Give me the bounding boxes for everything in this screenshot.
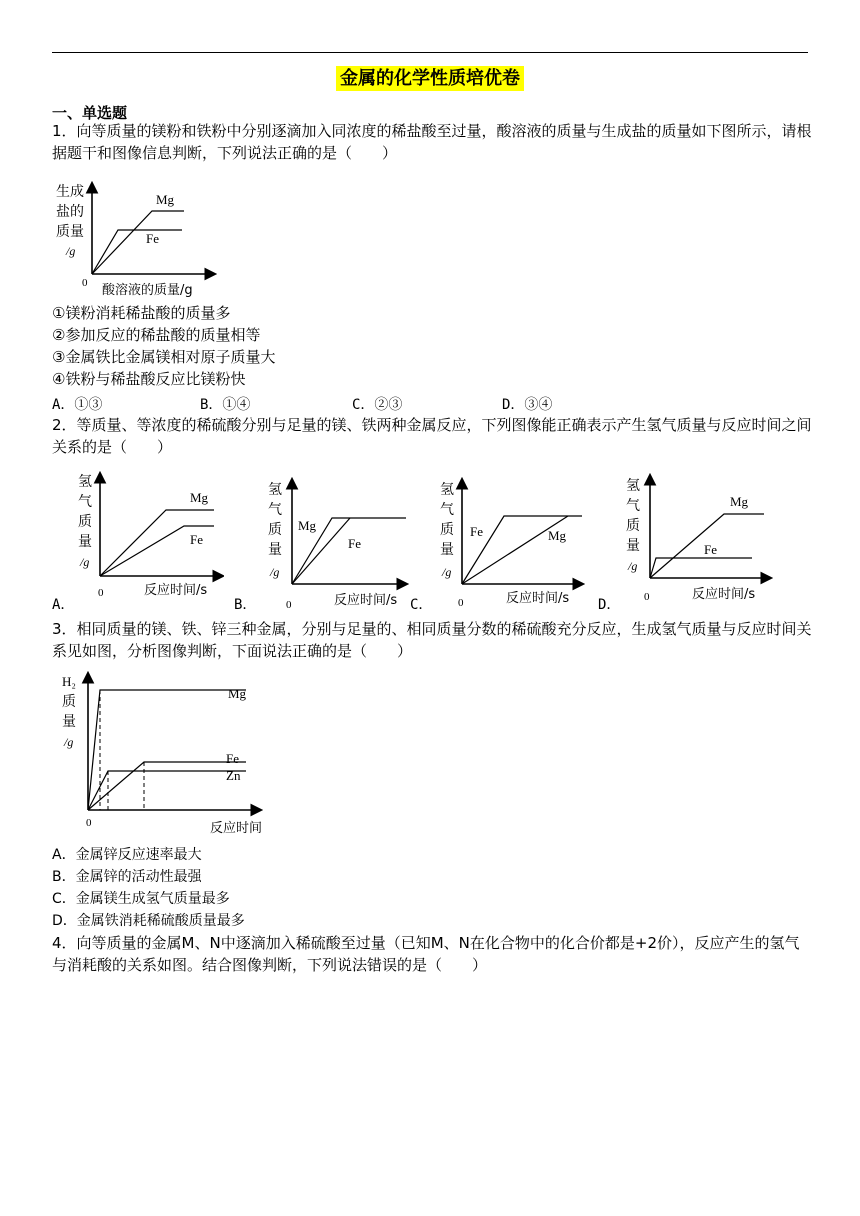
q2b-series-mg: Mg (298, 518, 317, 533)
q2-graph-b (266, 474, 414, 612)
q3-xlabel: 反应时间 (210, 821, 263, 836)
q1-ylabel-4: /g (66, 244, 76, 258)
q2c-ylabel-2: 气 (440, 502, 454, 518)
q2-graph-a (74, 466, 224, 602)
q3-option-c: C．金属镁生成氢气质量最多 (52, 891, 230, 907)
q2-option-b: B． (234, 597, 257, 613)
q2d-ylabel-4: 量 (626, 538, 640, 554)
q2d-ylabel-5: /g (628, 559, 638, 573)
q2b-ylabel-3: 质 (268, 522, 282, 538)
q2-option-d: D． (598, 597, 621, 613)
q2a-series-fe: Fe (190, 532, 203, 547)
q1-series-fe: Fe (146, 231, 159, 246)
q2c-xlabel: 反应时间/s (506, 591, 570, 606)
q2a-ylabel-3: 质 (78, 514, 92, 530)
q2c-ylabel-3: 质 (440, 522, 454, 538)
q2b-origin: 0 (286, 599, 292, 611)
q2a-ylabel-1: 氢 (78, 474, 92, 490)
q2c-ylabel-4: 量 (440, 542, 454, 558)
q2-option-a: A． (52, 597, 75, 613)
q1-stem: 1．向等质量的镁粉和铁粉中分别逐滴加入同浓度的稀盐酸至过量，酸溶液的质量与生成盐的质量如下图所示，请根据题干和图像信息判断，下列说法正确的是（ ） (52, 122, 812, 162)
q2d-series-mg: Mg (730, 494, 749, 509)
q1-ylabel-3: 质量 (56, 224, 84, 240)
top-rule (52, 52, 808, 53)
q2b-ylabel-4: 量 (268, 542, 282, 558)
q2a-ylabel-5: /g (80, 555, 90, 569)
q2-stem: 2．等质量、等浓度的稀硫酸分别与足量的镁、铁两种金属反应，下列图像能正确表示产生氢气质量与反应时间之间关系的是（ ） (52, 416, 812, 456)
q2c-ylabel-1: 氢 (440, 482, 454, 498)
q2b-series-fe: Fe (348, 536, 361, 551)
q3-option-d: D．金属铁消耗稀硫酸质量最多 (52, 913, 245, 929)
q2a-series-mg: Mg (190, 490, 209, 505)
q3-series-zn: Zn (226, 768, 241, 783)
q2b-xlabel: 反应时间/s (334, 593, 398, 608)
q1-statement-4: ④铁粉与稀盐酸反应比镁粉快 (52, 370, 246, 388)
q3-ylabel-2: 质 (62, 694, 76, 710)
q2-graph-c (438, 474, 588, 612)
q4-stem: 4．向等质量的金属M、N中逐滴加入稀硫酸至过量（已知M、N在化合物中的化合价都是+2价），反应产生的氢气与消耗酸的关系如图。结合图像判断，下列说法错误的是（ ） (52, 934, 800, 974)
q2b-ylabel-5: /g (270, 565, 280, 579)
q2d-xlabel: 反应时间/s (692, 587, 756, 602)
q2a-ylabel-2: 气 (78, 494, 92, 510)
q1-statement-3: ③金属铁比金属镁相对原子质量大 (52, 348, 276, 366)
q3-figure (56, 668, 276, 838)
q3-series-fe: Fe (226, 751, 239, 766)
q1-statement-2: ②参加反应的稀盐酸的质量相等 (52, 326, 261, 344)
q1-figure (52, 178, 222, 302)
q1-option-a: A．①③ (52, 397, 103, 413)
q3-origin: 0 (86, 817, 92, 829)
q2c-series-fe: Fe (470, 524, 483, 539)
q3-option-b: B．金属锌的活动性最强 (52, 869, 202, 885)
q2-option-c: C． (410, 597, 433, 613)
q1-option-b: B．①④ (200, 397, 251, 413)
q3-series-mg: Mg (228, 686, 247, 701)
q1-xlabel: 酸溶液的质量/g (102, 283, 193, 298)
q1-option-d: D．③④ (502, 397, 553, 413)
q3-option-a: A．金属锌反应速率最大 (52, 847, 202, 863)
q2d-ylabel-2: 气 (626, 498, 640, 514)
q1-series-mg: Mg (156, 192, 175, 207)
q2c-ylabel-5: /g (442, 565, 452, 579)
q2d-origin: 0 (644, 591, 650, 603)
q1-origin: 0 (82, 277, 88, 289)
q2a-origin: 0 (98, 587, 104, 599)
q1-statement-1: ①镁粉消耗稀盐酸的质量多 (52, 304, 231, 322)
q2b-ylabel-1: 氢 (268, 482, 282, 498)
q2-graph-d (624, 472, 774, 608)
q3-ylabel-3: 量 (62, 714, 76, 730)
q2a-xlabel: 反应时间/s (144, 583, 208, 598)
q3-ylabel-1: H₂ (62, 674, 76, 689)
q2c-origin: 0 (458, 597, 464, 609)
q2c-series-mg: Mg (548, 528, 567, 543)
q2d-ylabel-1: 氢 (626, 478, 640, 494)
q3-stem: 3．相同质量的镁、铁、锌三种金属，分别与足量的、相同质量分数的稀硫酸充分反应，生成氢气质量与反应时间关系见如图，分析图像判断，下面说法正确的是（ ） (52, 620, 812, 660)
q3-ylabel-4: /g (64, 735, 74, 749)
page-title: 金属的化学性质培优卷 (0, 64, 860, 90)
q2b-ylabel-2: 气 (268, 502, 282, 518)
q2d-series-fe: Fe (704, 542, 717, 557)
q2d-ylabel-3: 质 (626, 518, 640, 534)
q1-ylabel-1: 生成 (56, 184, 84, 200)
q2a-ylabel-4: 量 (78, 534, 92, 550)
q1-option-c: C．②③ (352, 397, 403, 413)
q1-ylabel-2: 盐的 (56, 204, 84, 220)
section-heading: 一、单选题 (52, 104, 128, 122)
